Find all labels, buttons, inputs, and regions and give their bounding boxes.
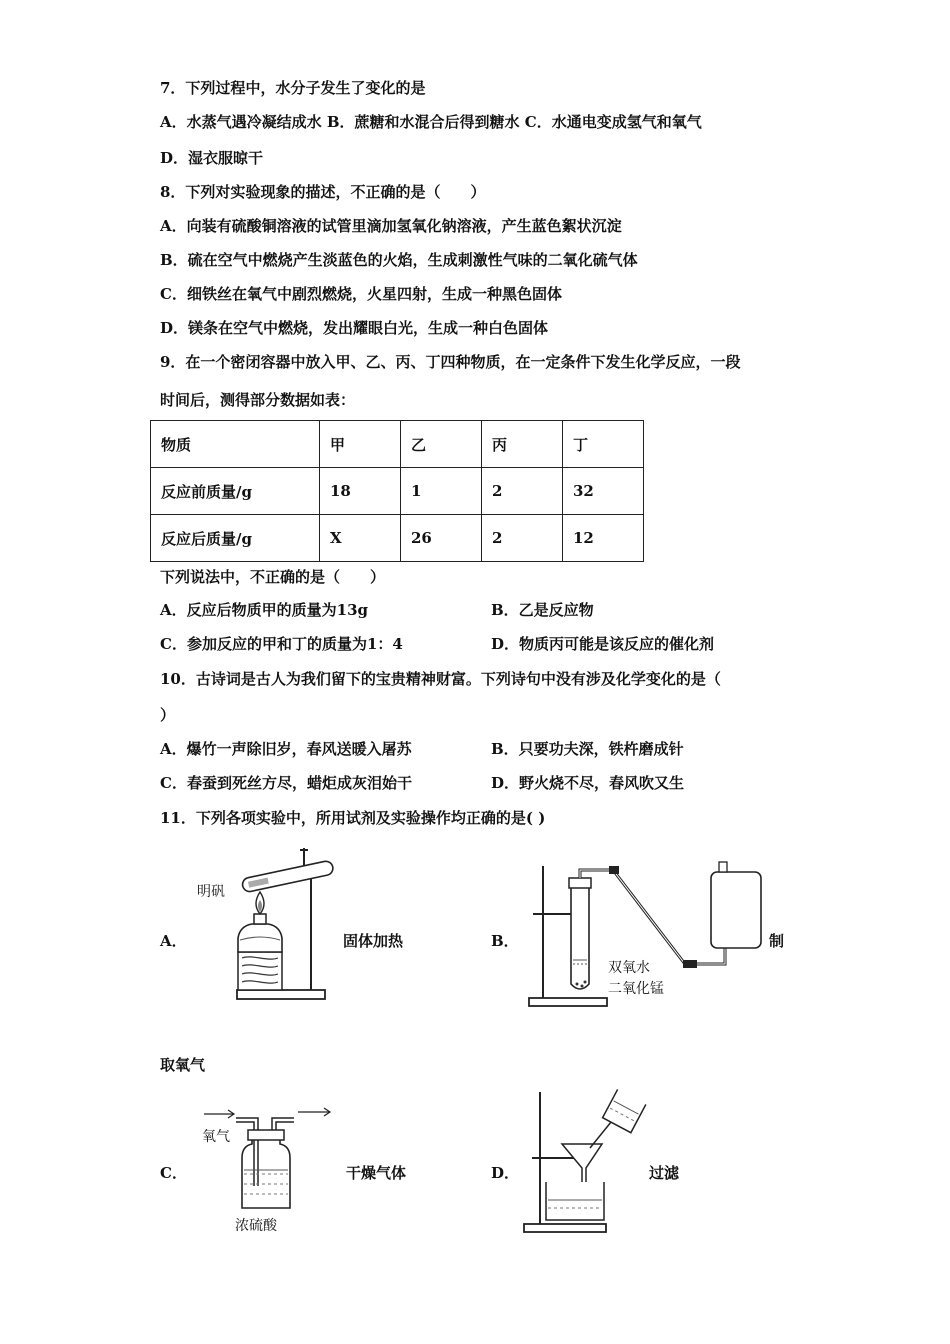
table-cell: 反应前质量/g <box>151 468 320 515</box>
table-cell: 1 <box>401 468 482 515</box>
q9-stem-line2: 时间后，测得部分数据如表： <box>160 391 356 409</box>
q11-option-d-text: 过滤 <box>649 1164 680 1182</box>
q9-option-c: C．参加反应的甲和丁的质量为1：4 <box>160 635 403 653</box>
q9-option-a: A．反应后物质甲的质量为13g <box>160 601 369 619</box>
table-row <box>151 515 644 562</box>
q7-option-d: D．湿衣服晾干 <box>160 149 264 167</box>
q8-stem: 8．下列对实验现象的描述，不正确的是（ ） <box>160 183 486 201</box>
q9-stem-line1: 9．在一个密闭容器中放入甲、乙、丙、丁四种物质，在一定条件下发生化学反应，一段 <box>160 353 741 371</box>
q10-stem-line2: ） <box>160 706 176 724</box>
table-cell: 2 <box>482 515 563 562</box>
q11-c-figure-label-1: 氧气 <box>202 1129 230 1145</box>
q9-option-d: D．物质丙可能是该反应的催化剂 <box>491 635 715 653</box>
q7-stem: 7．下列过程中，水分子发生了变化的是 <box>160 79 426 97</box>
table-header-row <box>151 421 644 468</box>
table-cell: 乙 <box>401 421 482 468</box>
q10-option-d: D．野火烧不尽，春风吹又生 <box>491 774 685 792</box>
q9-question: 下列说法中，不正确的是（ ） <box>160 568 386 586</box>
q11-option-c-text: 干燥气体 <box>346 1164 407 1182</box>
filtration-apparatus-figure <box>520 1088 660 1238</box>
q8-option-a: A．向装有硫酸铜溶液的试管里滴加氢氧化钠溶液，产生蓝色絮状沉淀 <box>160 217 622 235</box>
q10-option-b: B．只要功夫深，铁杵磨成针 <box>491 740 684 758</box>
gas-drying-apparatus-figure <box>198 1100 338 1220</box>
table-cell: 物质 <box>151 421 320 468</box>
table-cell: 2 <box>482 468 563 515</box>
q10-option-c: C．春蚕到死丝方尽，蜡炬成灰泪始干 <box>160 774 412 792</box>
q11-c-figure-label-2: 浓硫酸 <box>235 1218 277 1234</box>
table-cell: 丁 <box>563 421 644 468</box>
q11-option-b-text: 制 <box>769 932 785 950</box>
q8-option-d: D．镁条在空气中燃烧，发出耀眼白光，生成一种白色固体 <box>160 319 549 337</box>
q11-b-figure-label-2: 二氧化锰 <box>608 981 664 997</box>
table-cell: 甲 <box>320 421 401 468</box>
q11-option-a-letter: A． <box>160 932 187 950</box>
table-cell: 26 <box>401 515 482 562</box>
q11-b-figure-label-1: 双氧水 <box>608 960 650 976</box>
q11-stem: 11．下列各项实验中，所用试剂及实验操作均正确的是( ) <box>160 809 546 827</box>
q11-option-a-text: 固体加热 <box>343 932 404 950</box>
q7-options-abc: A．水蒸气遇冷凝结成水 B．蔗糖和水混合后得到糖水 C．水通电变成氢气和氧气 <box>160 113 702 131</box>
q9-option-b: B．乙是反应物 <box>491 601 594 619</box>
q11-option-c-letter: C． <box>160 1164 187 1182</box>
q10-stem-line1: 10．古诗词是古人为我们留下的宝贵精神财富。下列诗句中没有涉及化学变化的是（ <box>160 670 721 688</box>
q9-data-table <box>150 420 644 562</box>
q11-option-b-letter: B． <box>491 932 519 950</box>
q8-option-c: C．细铁丝在氧气中剧烈燃烧，火星四射，生成一种黑色固体 <box>160 285 562 303</box>
table-cell: 丙 <box>482 421 563 468</box>
q11-a-figure-label: 明矾 <box>197 884 225 900</box>
table-row <box>151 468 644 515</box>
table-cell: 18 <box>320 468 401 515</box>
q11-option-b-text-cont: 取氧气 <box>160 1056 206 1074</box>
q11-option-d-letter: D． <box>491 1164 520 1182</box>
heating-solid-apparatus-figure <box>190 840 340 1005</box>
q10-option-a: A．爆竹一声除旧岁，春风送暖入屠苏 <box>160 740 412 758</box>
table-cell: X <box>320 515 401 562</box>
q8-option-b: B．硫在空气中燃烧产生淡蓝色的火焰，生成刺激性气味的二氧化硫气体 <box>160 251 638 269</box>
table-cell: 32 <box>563 468 644 515</box>
table-cell: 反应后质量/g <box>151 515 320 562</box>
table-cell: 12 <box>563 515 644 562</box>
